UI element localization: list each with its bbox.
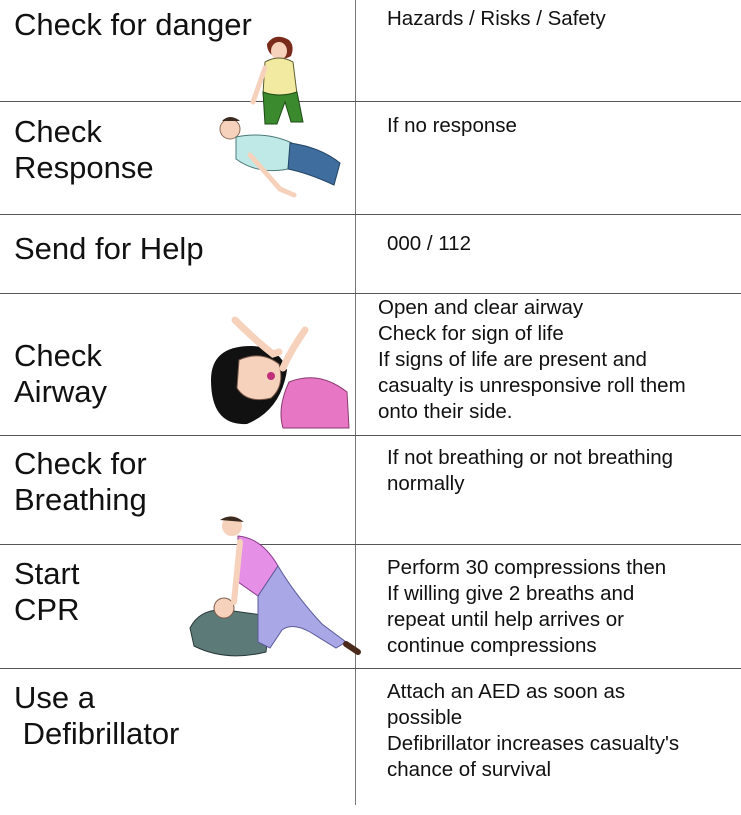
rescuer-illustration — [245, 34, 315, 126]
step-title-defibrillator: Use a Defibrillator — [14, 680, 180, 751]
step-desc-check-danger: Hazards / Risks / Safety — [387, 7, 606, 30]
row-divider — [0, 101, 741, 102]
step-title-check-danger: Check for danger — [14, 7, 252, 42]
step-title-check-breathing: Check for Breathing — [14, 446, 147, 517]
step-desc-check-airway: Open and clear airway Check for sign of life If signs of life are present and casualty is unresponsive roll them onto their side. — [378, 296, 686, 423]
step-title-send-help: Send for Help — [14, 231, 204, 266]
step-desc-check-breathing: If not breathing or not breathing normally — [387, 446, 674, 495]
row-divider — [0, 668, 741, 669]
step-desc-defibrillator: Attach an AED as soon as possible Defibrillator increases casualty's chance of survival — [387, 680, 680, 781]
row-divider — [0, 293, 741, 294]
patient-lying-illustration — [210, 115, 345, 200]
row-divider — [0, 544, 741, 545]
column-divider — [355, 0, 356, 805]
step-desc-start-cpr: Perform 30 compressions then If willing give 2 breaths and repeat until help arrives or continue compressions — [387, 556, 667, 657]
row-divider — [0, 214, 741, 215]
step-desc-send-help: 000 / 112 — [387, 232, 471, 255]
row-divider — [0, 435, 741, 436]
airway-illustration — [205, 310, 353, 434]
cpr-illustration — [188, 518, 360, 668]
step-title-check-response: Check Response — [14, 114, 154, 185]
step-title-check-airway: Check Airway — [14, 338, 108, 409]
step-desc-check-response: If no response — [387, 114, 517, 137]
step-title-start-cpr: Start CPR — [14, 556, 80, 627]
